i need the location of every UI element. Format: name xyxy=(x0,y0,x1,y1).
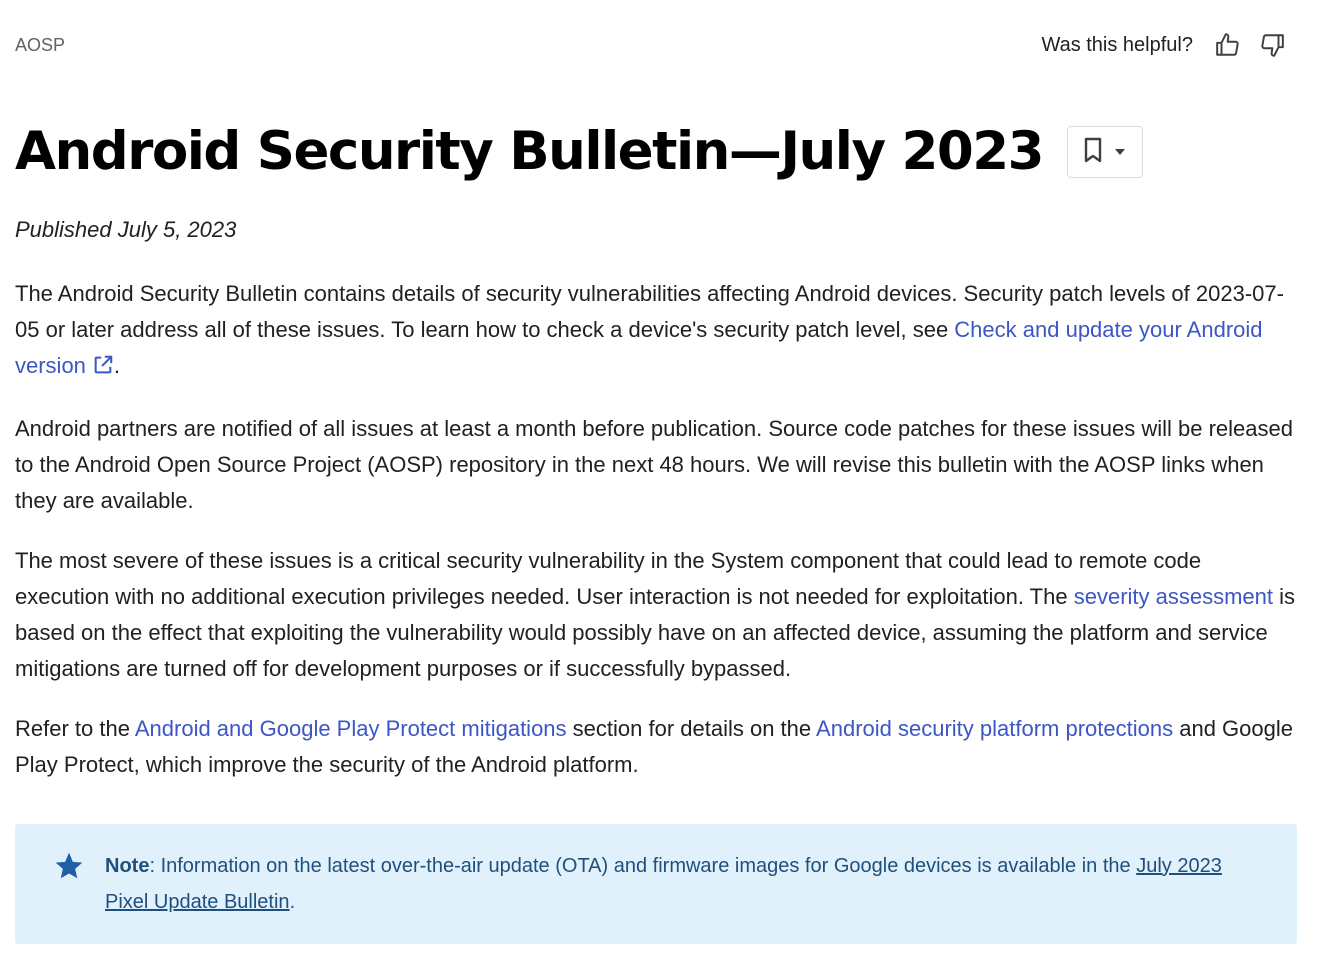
note-text xyxy=(105,848,1227,920)
check-update-link-label: Check and update your Android version xyxy=(15,317,1263,378)
published-date: Published July 5, 2023 xyxy=(15,217,237,242)
intro-text: The Android Security Bulletin contains details of security vulnerabilities affecting Android devices. Security patch levels of 2023-07-05 or later address all of these issues. To learn how to check a device's security patch level, see xyxy=(15,281,1284,342)
note-period: . xyxy=(289,891,296,913)
severity-paragraph xyxy=(15,543,1300,687)
mitigations-link[interactable]: Android and Google Play Protect mitigations xyxy=(134,716,567,741)
article-body xyxy=(15,212,1300,807)
feedback-widget xyxy=(1041,30,1287,60)
star-icon xyxy=(53,850,85,887)
severity-assessment-link[interactable]: severity assessment xyxy=(1073,584,1274,609)
partners-paragraph: Android partners are notified of all issues at least a month before publication. Source code patches for these issues will be released to the Android Open Source Project (AOSP) repository in the next 48 hours. We will revise this bulletin with the AOSP links when they are available. xyxy=(15,416,1293,513)
mitigations-text-after: and Google Play Protect, which improve the security of the Android platform. xyxy=(15,716,1293,777)
thumb-up-icon[interactable] xyxy=(1213,30,1243,60)
note-body: : Information on the latest over-the-air update (OTA) and firmware images for Google devices is available in the xyxy=(149,855,1137,877)
external-link-icon xyxy=(92,351,114,387)
top-bar xyxy=(15,30,1287,60)
mitigations-text-before: Refer to the xyxy=(15,716,135,741)
page-title: Android Security Bulletin—July 2023 xyxy=(15,121,1043,182)
severity-text-after: is based on the effect that exploiting the vulnerability would possibly have on an affected device, assuming the platform and service mitigations are turned off for development purposes or if successfully bypassed. xyxy=(15,584,1296,681)
note-label: Note xyxy=(105,855,150,877)
pixel-bulletin-link[interactable]: July 2023 Pixel Update Bulletin xyxy=(105,855,1222,913)
thumb-down-icon[interactable] xyxy=(1257,30,1287,60)
bookmark-icon xyxy=(1084,137,1102,168)
mitigations-paragraph xyxy=(15,711,1300,783)
feedback-prompt: Was this helpful? xyxy=(1041,33,1193,56)
intro-paragraph xyxy=(15,276,1300,387)
bookmark-button[interactable] xyxy=(1067,126,1143,178)
severity-text: The most severe of these issues is a critical security vulnerability in the System component that could lead to remote code execution with no additional execution privileges needed. User interaction is not needed for exploitation. The xyxy=(15,548,1202,609)
title-row xyxy=(15,114,1143,190)
chevron-down-icon xyxy=(1114,143,1126,161)
breadcrumb-aosp[interactable]: AOSP xyxy=(15,35,66,55)
mitigations-text-middle: section for details on the xyxy=(566,716,817,741)
note-callout xyxy=(15,824,1297,944)
intro-period: . xyxy=(113,353,121,378)
platform-protections-link[interactable]: Android security platform protections xyxy=(816,716,1174,741)
